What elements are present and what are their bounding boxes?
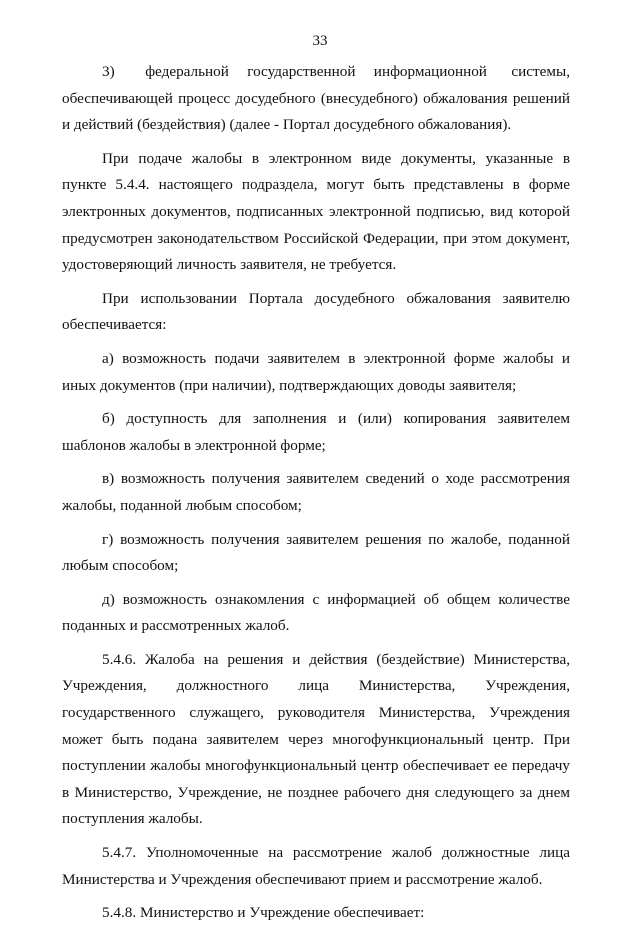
list-item-v: в) возможность получения заявителем сведений о ходе рассмотрения жалобы, поданной любым способом;	[62, 470, 570, 514]
paragraph-5-4-6: 5.4.6. Жалоба на решения и действия (бездействие) Министерства, Учреждения, должностного лица Министерства, Учреждения, государственного служащего, руководителя Министерства, Учреждения может быть подана заявителем через многофункциональный центр. При поступлении жалобы многофункциональный центр обеспечивает ее передачу в Министерство, Учреждение, не позднее рабочего дня следующего за днем поступления жалобы.	[62, 650, 570, 828]
paragraph-electronic-complaint: При подаче жалобы в электронном виде документы, указанные в пункте 5.4.4. настоящего подраздела, могут быть представлены в форме электронных документов, подписанных электронной подписью, вид которой предусмотрен законодательством Российской Федерации, при этом документ, удостоверяющий личность заявителя, не требуется.	[62, 149, 570, 274]
paragraph-5-4-7: 5.4.7. Уполномоченные на рассмотрение жалоб должностные лица Министерства и Учреждения обеспечивают прием и рассмотрение жалоб.	[62, 844, 570, 888]
list-item-b: б) доступность для заполнения и (или) копирования заявителем шаблонов жалобы в электронной форме;	[62, 410, 570, 454]
document-body	[62, 59, 570, 934]
paragraph-5-4-8: 5.4.8. Министерство и Учреждение обеспечивает:	[102, 904, 425, 922]
list-item-d: д) возможность ознакомления с информацией об общем количестве поданных и рассмотренных жалоб.	[62, 590, 570, 635]
paragraph-portal-usage: При использовании Портала досудебного обжалования заявителю обеспечивается:	[62, 289, 570, 334]
list-item-a: а) возможность подачи заявителем в электронной форме жалобы и иных документов (при наличии), подтверждающих доводы заявителя;	[62, 349, 570, 394]
page-number: 33	[312, 33, 328, 49]
paragraph-federal-system: 3) федеральной государственной информационной системы, обеспечивающей процесс досудебного (внесудебного) обжалования решений и действий (бездействия) (далее - Портал досудебного обжалования).	[62, 63, 570, 134]
list-item-g: г) возможность получения заявителем решения по жалобе, поданной любым способом;	[62, 530, 570, 575]
